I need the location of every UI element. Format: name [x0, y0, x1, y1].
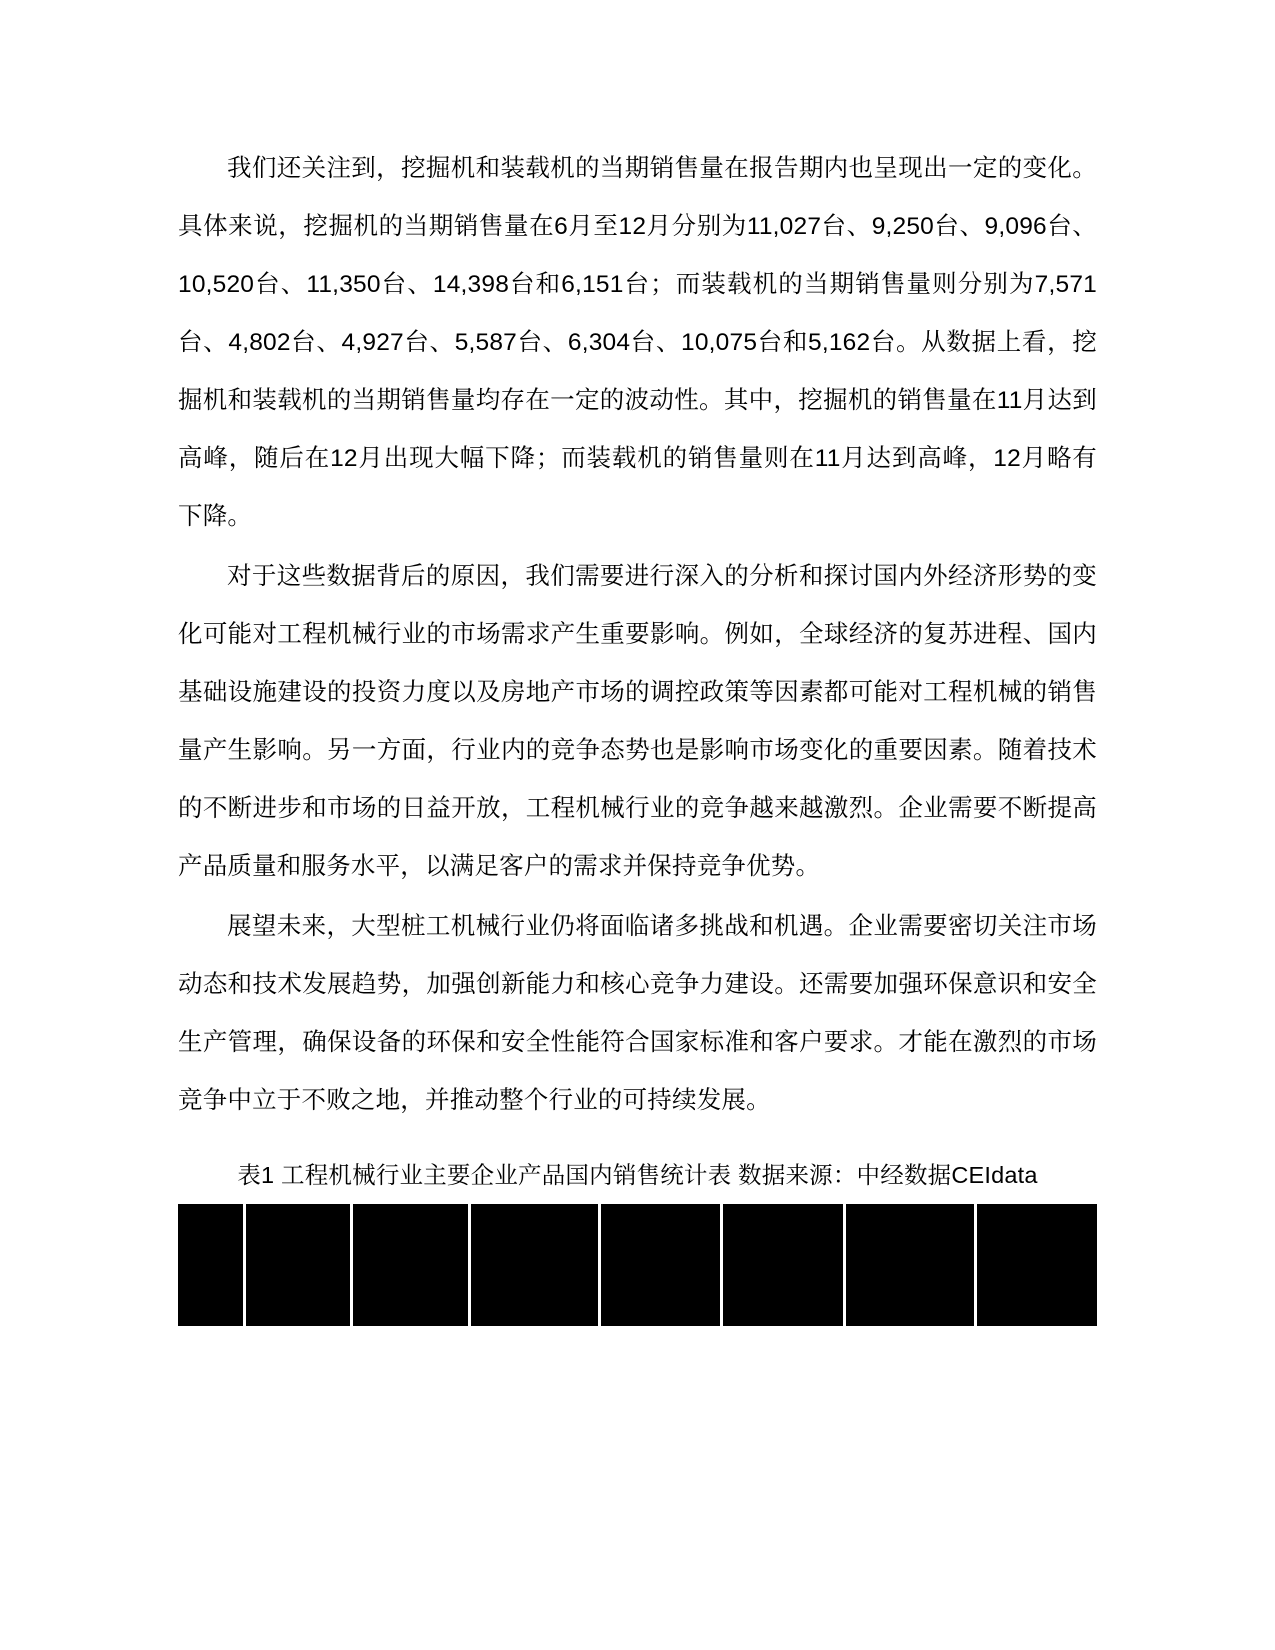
table-cell	[178, 1204, 244, 1326]
table-caption: 表1 工程机械行业主要企业产品国内销售统计表 数据来源：中经数据CEIdata	[237, 1162, 1038, 1188]
paragraph-3: 展望未来，大型桩工机械行业仍将面临诸多挑战和机遇。企业需要密切关注市场动态和技术发展趋势，加强创新能力和核心竞争力建设。还需要加强环保意识和安全生产管理，确保设备的环保和安全性能符合国家标准和客户要求。才能在激烈的市场竞争中立于不败之地，并推动整个行业的可持续发展。	[178, 913, 1097, 1114]
table-cell	[721, 1204, 844, 1326]
paragraph-2: 对于这些数据背后的原因，我们需要进行深入的分析和探讨国内外经济形势的变化可能对工程机械行业的市场需求产生重要影响。例如，全球经济的复苏进程、国内基础设施建设的投资力度以及房地产市场的调控政策等因素都可能对工程机械的销售量产生影响。另一方面，行业内的竞争态势也是影响市场变化的重要因素。随着技术的不断进步和市场的日益开放，工程机械行业的竞争越来越激烈。企业需要不断提高产品质量和服务水平，以满足客户的需求并保持竞争优势。	[178, 563, 1097, 880]
table-cell	[600, 1204, 722, 1326]
table-row	[178, 1204, 1097, 1326]
sales-statistics-table	[178, 1204, 1097, 1326]
table-cell	[244, 1204, 351, 1326]
table-cell	[351, 1204, 469, 1326]
table-cell	[845, 1204, 976, 1326]
paragraph-1: 我们还关注到，挖掘机和装载机的当期销售量在报告期内也呈现出一定的变化。具体来说，挖掘机的当期销售量在6月至12月分别为11,027台、9,250台、9,096台、10,520台、11,350台、14,398台和6,151台；而装载机的当期销售量则分别为7,571台、4,802台、4,927台、5,587台、6,304台、10,075台和5,162台。从数据上看，挖掘机和装载机的当期销售量均存在一定的波动性。其中，挖掘机的销售量在11月达到高峰，随后在12月出现大幅下降；而装载机的销售量则在11月达到高峰，12月略有下降。	[178, 155, 1097, 530]
table-cell	[975, 1204, 1097, 1326]
table-cell	[469, 1204, 600, 1326]
